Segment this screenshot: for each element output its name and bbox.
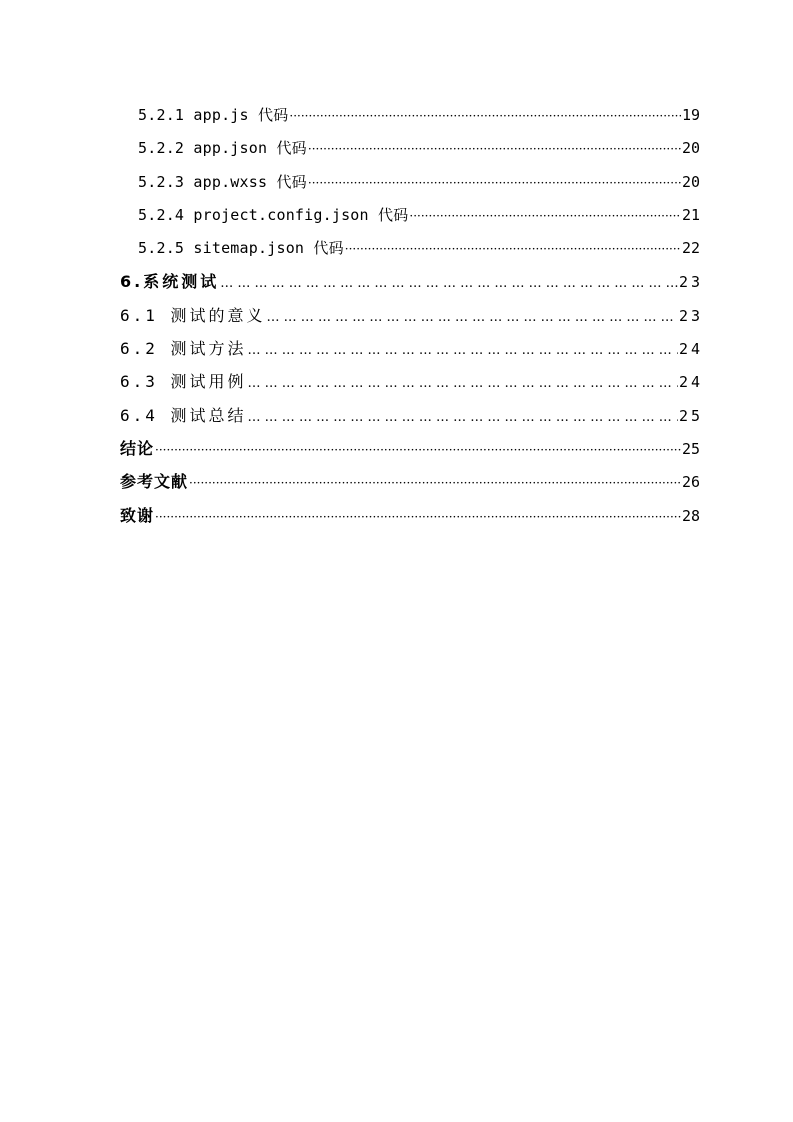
toc-entry-page: 20 [681, 139, 700, 158]
toc-leader-dots [155, 434, 681, 467]
toc-entry-page: 21 [681, 205, 700, 224]
toc-entry-label: 5.2.4 project.config.json 代码 [138, 205, 409, 224]
toc-leader-dots [220, 267, 678, 300]
toc-entry-page: 24 [678, 373, 703, 392]
toc-entry-label: 参考文献 [120, 472, 189, 492]
toc-entry-5-2-1[interactable] [120, 99, 700, 132]
toc-entry-label: 6.2 测试方法 [120, 339, 247, 359]
toc-leader-dots [409, 200, 681, 233]
toc-entry-conclusion[interactable] [120, 432, 700, 465]
toc-entry-references[interactable] [120, 465, 700, 498]
toc-leader-dots [248, 334, 678, 367]
toc-entry-label: 6.4 测试总结 [120, 405, 247, 425]
toc-entry-label: 6.1 测试的意义 [120, 305, 266, 325]
toc-entry-label: 5.2.1 app.js 代码 [138, 106, 289, 124]
toc-entry-page: 23 [678, 273, 703, 292]
table-of-contents [120, 99, 703, 532]
toc-entry-page: 22 [681, 239, 700, 258]
toc-entry-label: 致谢 [120, 505, 155, 525]
toc-leader-dots [248, 367, 678, 400]
toc-entry-acknowledgements[interactable] [120, 499, 700, 532]
toc-leader-dots [345, 233, 681, 266]
toc-leader-dots [308, 167, 681, 200]
toc-entry-label: 6.3 测试用例 [120, 372, 247, 392]
toc-leader-dots [267, 301, 678, 334]
toc-entry-page: 25 [678, 406, 703, 425]
toc-leader-dots [289, 100, 681, 133]
toc-leader-dots [308, 133, 681, 166]
toc-entry-5-2-5[interactable] [120, 232, 700, 265]
toc-entry-page: 25 [681, 439, 700, 458]
toc-entry-5-2-4[interactable] [120, 199, 700, 232]
toc-entry-label: 5.2.5 sitemap.json 代码 [138, 239, 344, 258]
toc-leader-dots [248, 401, 678, 434]
toc-entry-page: 20 [681, 172, 700, 191]
toc-entry-5-2-3[interactable] [120, 166, 700, 199]
toc-entry-label: 5.2.2 app.json 代码 [138, 139, 307, 158]
toc-entry-6-2[interactable] [120, 332, 703, 365]
toc-entry-label: 5.2.3 app.wxss 代码 [138, 172, 307, 191]
toc-entry-page: 23 [678, 306, 703, 325]
toc-entry-page: 28 [681, 506, 700, 525]
toc-entry-6-3[interactable] [120, 365, 703, 398]
toc-leader-dots [155, 501, 681, 534]
toc-entry-page: 24 [678, 340, 703, 359]
toc-leader-dots [189, 467, 681, 500]
toc-entry-label: 6.系统测试 [120, 272, 220, 292]
toc-entry-5-2-2[interactable] [120, 132, 700, 165]
toc-entry-page: 26 [681, 473, 700, 492]
toc-entry-6-4[interactable] [120, 399, 703, 432]
toc-entry-label: 结论 [120, 438, 155, 458]
toc-entry-chapter-6[interactable] [120, 265, 703, 298]
toc-entry-page: 19 [681, 106, 700, 124]
toc-entry-6-1[interactable] [120, 299, 703, 332]
